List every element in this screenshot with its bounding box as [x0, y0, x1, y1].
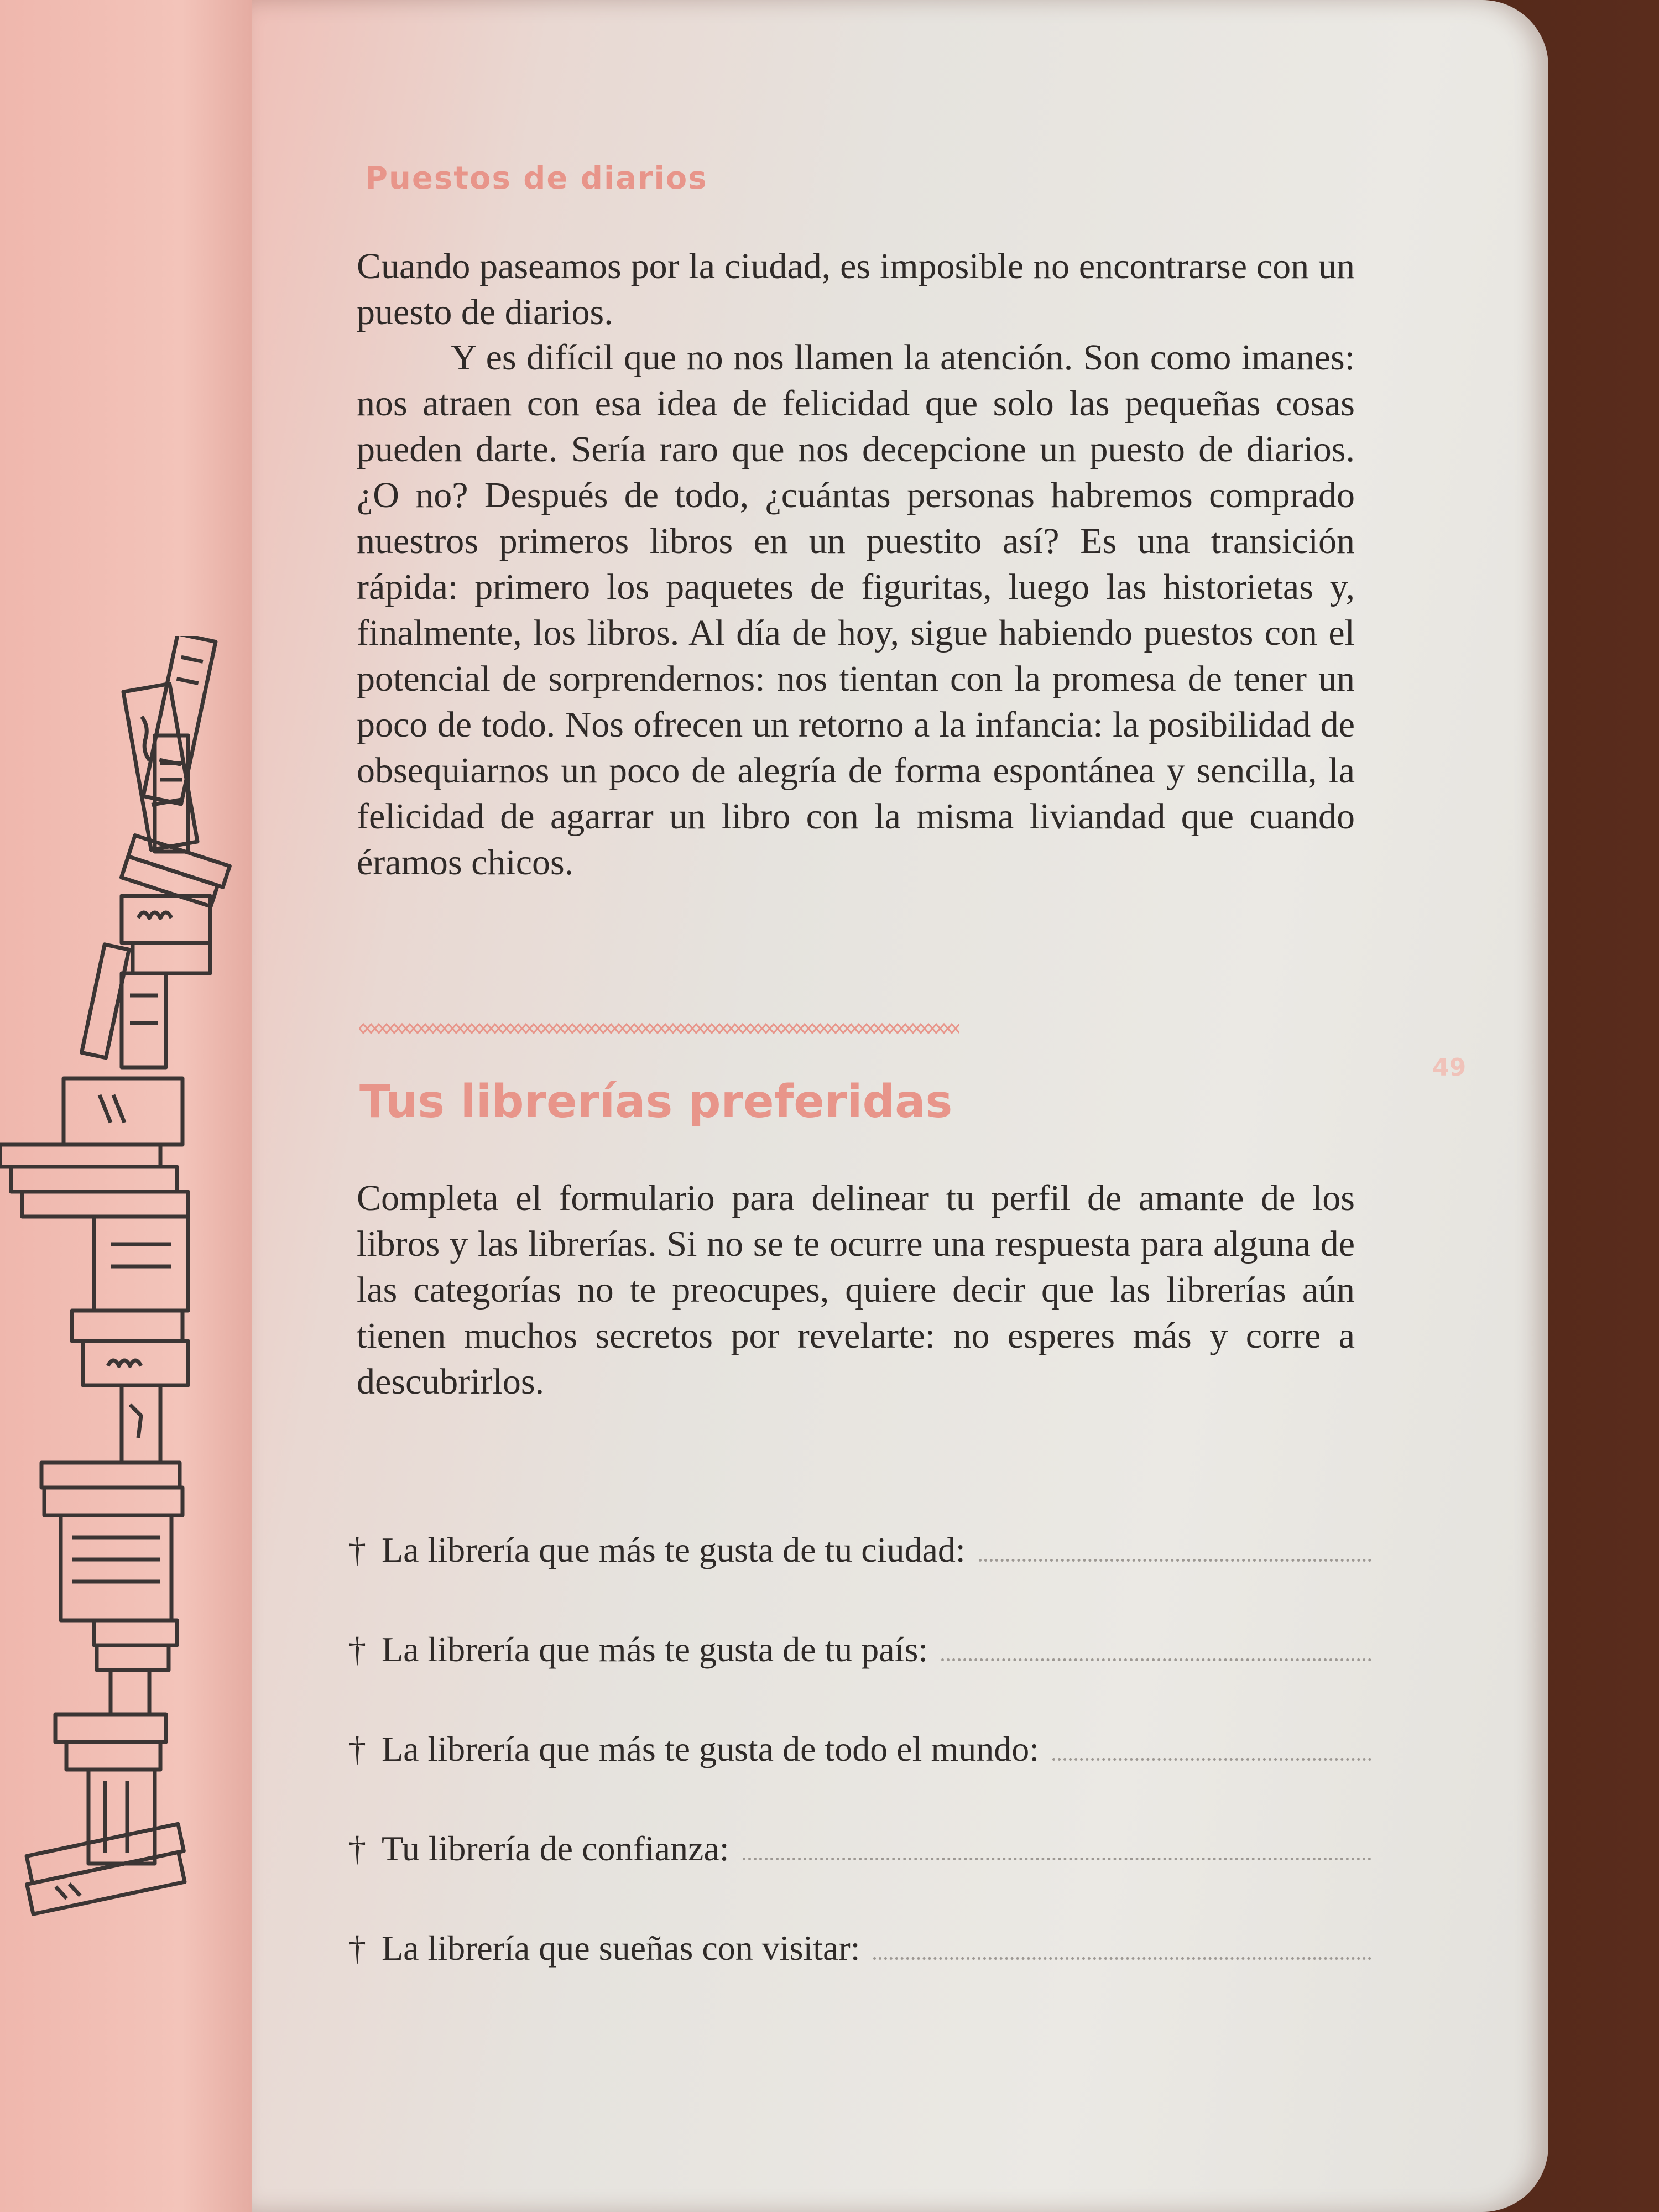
form-item — [348, 1869, 1371, 1969]
left-page — [0, 0, 260, 2212]
form-item — [348, 1770, 1371, 1869]
section-title: Puestos de diarios — [365, 160, 708, 196]
form-item-label: La librería que más te gusta de tu ciudad: — [382, 1530, 966, 1569]
stacked-books-illustration — [0, 636, 238, 1936]
heading: Tus librerías preferidas — [359, 1076, 953, 1128]
form-item — [348, 1471, 1371, 1571]
form-list — [348, 1471, 1371, 1969]
answer-line[interactable] — [979, 1553, 1371, 1562]
form-item — [348, 1670, 1371, 1770]
dagger-icon: † — [348, 1928, 366, 1968]
zigzag-ornament-icon — [359, 1022, 959, 1035]
page-number: 49 — [1432, 1053, 1467, 1082]
answer-line[interactable] — [873, 1952, 1371, 1960]
intro-paragraph: Completa el formulario para delinear tu perfil de amante de los libros y las librerías. Si no se te ocurre una respuesta para alguna de las categorías no te preocupes, quiere decir que las librerías aún tienen muchos secretos por revelarte: no esperes más y corre a descubrirlos. — [357, 1178, 1355, 1402]
form-item-label: Tu librería de confianza: — [382, 1829, 729, 1868]
dagger-icon: † — [348, 1829, 366, 1868]
dagger-icon: † — [348, 1729, 366, 1768]
paragraph-2: Y es difícil que no nos llamen la atención. Son como imanes: nos atraen con esa idea de felicidad que solo las pequeñas cosas pueden darte. Sería raro que nos decepcione un puesto de diarios. ¿O no? Después de todo, ¿cuántas personas habremos comprado nuestros primeros libros en un puestito así? Es una transición rápida: primero los paquetes de figuritas, luego las historietas y, finalmente, los libros. Al día de hoy, sigue habiendo puestos con el potencial de sorprendernos: nos tientan con la promesa de tener un poco de todo. Nos ofrecen un retorno a la infancia: la posibilidad de obsequiarnos un poco de alegría de forma espontánea y sencilla, la felicidad de agarrar un libro con la misma liviandad que cuando éramos chicos. — [357, 337, 1355, 883]
answer-line[interactable] — [941, 1653, 1371, 1661]
form-item-label: La librería que más te gusta de tu país: — [382, 1630, 928, 1669]
dagger-icon: † — [348, 1530, 366, 1569]
paragraph-1: Cuando paseamos por la ciudad, es imposible no encontrarse con un puesto de diarios. — [357, 246, 1355, 332]
form-item-label: La librería que más te gusta de todo el mundo: — [382, 1729, 1039, 1768]
dagger-icon: † — [348, 1630, 366, 1669]
form-item — [348, 1571, 1371, 1670]
answer-line[interactable] — [743, 1852, 1371, 1860]
form-item-label: La librería que sueñas con visitar: — [382, 1928, 860, 1968]
answer-line[interactable] — [1052, 1752, 1371, 1761]
